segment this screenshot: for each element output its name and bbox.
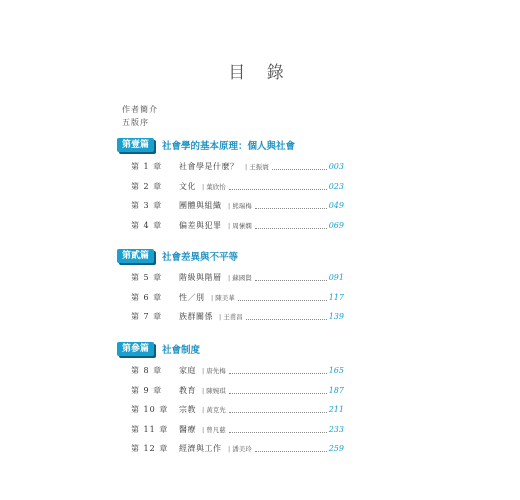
page-title: 目 錄 [228, 63, 292, 83]
chapter-page-number: 003 [328, 162, 344, 171]
chapter-title: 偏差與犯罪 [179, 220, 222, 230]
chapter-page-number: 259 [328, 444, 344, 453]
chapter-label: 第 6 章 [131, 292, 163, 302]
chapter-page-number: 139 [328, 312, 344, 321]
chapter-row[interactable] [131, 292, 344, 304]
chapter-page-number: 187 [328, 385, 344, 395]
part-title: 社會學的基本原理：個人與社會 [162, 141, 296, 152]
chapter-author: | 葉欣怡 [202, 181, 226, 193]
chapter-page-number: 049 [328, 201, 344, 210]
chapter-row[interactable] [131, 220, 344, 232]
chapter-author: | 陳婉琪 [202, 385, 226, 397]
chapter-title: 性／別 [179, 292, 205, 302]
part-header [117, 247, 238, 265]
dot-leader [238, 300, 327, 301]
chapter-label: 第 10 章 [131, 405, 169, 414]
chapter-author: | 蘇國賢 [228, 272, 252, 284]
dot-leader [255, 451, 327, 452]
dot-leader [246, 319, 327, 320]
chapter-row[interactable] [131, 365, 344, 377]
chapter-page-number: 165 [328, 366, 344, 375]
chapter-author: | 陳美華 [211, 292, 235, 304]
part-title: 社會制度 [162, 345, 201, 356]
chapter-author: | 王甫昌 [219, 311, 243, 323]
chapter-title: 家庭 [179, 366, 196, 375]
chapter-label: 第 11 章 [131, 424, 169, 434]
dot-leader [229, 189, 327, 190]
chapter-title: 宗教 [179, 405, 196, 414]
chapter-label: 第 5 章 [131, 273, 163, 282]
chapter-page-number: 211 [328, 405, 344, 414]
chapter-row[interactable] [131, 404, 344, 416]
chapter-author: | 黃克先 [202, 404, 226, 416]
chapter-row[interactable] [131, 161, 344, 173]
dot-leader [255, 228, 327, 229]
chapter-title: 經濟與工作 [179, 444, 222, 453]
chapter-label: 第 8 章 [131, 366, 163, 375]
chapter-author: | 曾凡慈 [202, 424, 226, 436]
chapter-title: 團體與組織 [179, 201, 222, 210]
chapter-title: 族群關係 [179, 312, 213, 321]
chapter-page-number: 117 [328, 292, 344, 302]
chapter-row[interactable] [131, 181, 344, 193]
chapter-label: 第 9 章 [131, 385, 163, 395]
front-matter-preface: 五版序 [122, 118, 149, 127]
chapter-title: 階級與階層 [179, 273, 222, 282]
chapter-author: | 王振寰 [245, 161, 269, 173]
chapter-page-number: 233 [328, 424, 344, 434]
dot-leader [272, 169, 327, 170]
chapter-row[interactable] [131, 272, 344, 284]
chapter-page-number: 023 [328, 181, 344, 191]
dot-leader [229, 373, 327, 374]
chapter-row[interactable] [131, 311, 344, 323]
part-title: 社會差異與不平等 [162, 252, 239, 263]
chapter-title: 教育 [179, 385, 196, 395]
dot-leader [255, 208, 327, 209]
chapter-title: 文化 [179, 181, 196, 191]
chapter-label: 第 7 章 [131, 312, 163, 321]
part-header [117, 340, 200, 358]
dot-leader [229, 432, 327, 433]
chapter-row[interactable] [131, 443, 344, 455]
chapter-title: 社會學是什麼？ [179, 162, 239, 171]
part-badge: 第貳篇 [117, 249, 154, 263]
chapter-row[interactable] [131, 200, 344, 212]
dot-leader [229, 393, 327, 394]
dot-leader [229, 412, 327, 413]
chapter-row[interactable] [131, 424, 344, 436]
chapter-author: | 熊瑞梅 [228, 200, 252, 212]
part-badge: 第參篇 [117, 342, 154, 356]
chapter-page-number: 069 [328, 220, 344, 230]
chapter-page-number: 091 [328, 273, 344, 282]
chapter-title: 醫療 [179, 424, 196, 434]
chapter-label: 第 2 章 [131, 181, 163, 191]
front-matter-author-intro: 作者簡介 [122, 105, 158, 114]
dot-leader [255, 280, 327, 281]
chapter-label: 第 3 章 [131, 201, 163, 210]
chapter-label: 第 12 章 [131, 444, 169, 453]
chapter-author: | 潘美玲 [228, 443, 252, 455]
chapter-author: | 唐先梅 [202, 365, 226, 377]
chapter-row[interactable] [131, 385, 344, 397]
chapter-author: | 周愫嫻 [228, 220, 252, 232]
chapter-label: 第 4 章 [131, 220, 163, 230]
part-header [117, 136, 295, 154]
chapter-label: 第 1 章 [131, 162, 163, 171]
part-badge: 第壹篇 [117, 138, 154, 152]
